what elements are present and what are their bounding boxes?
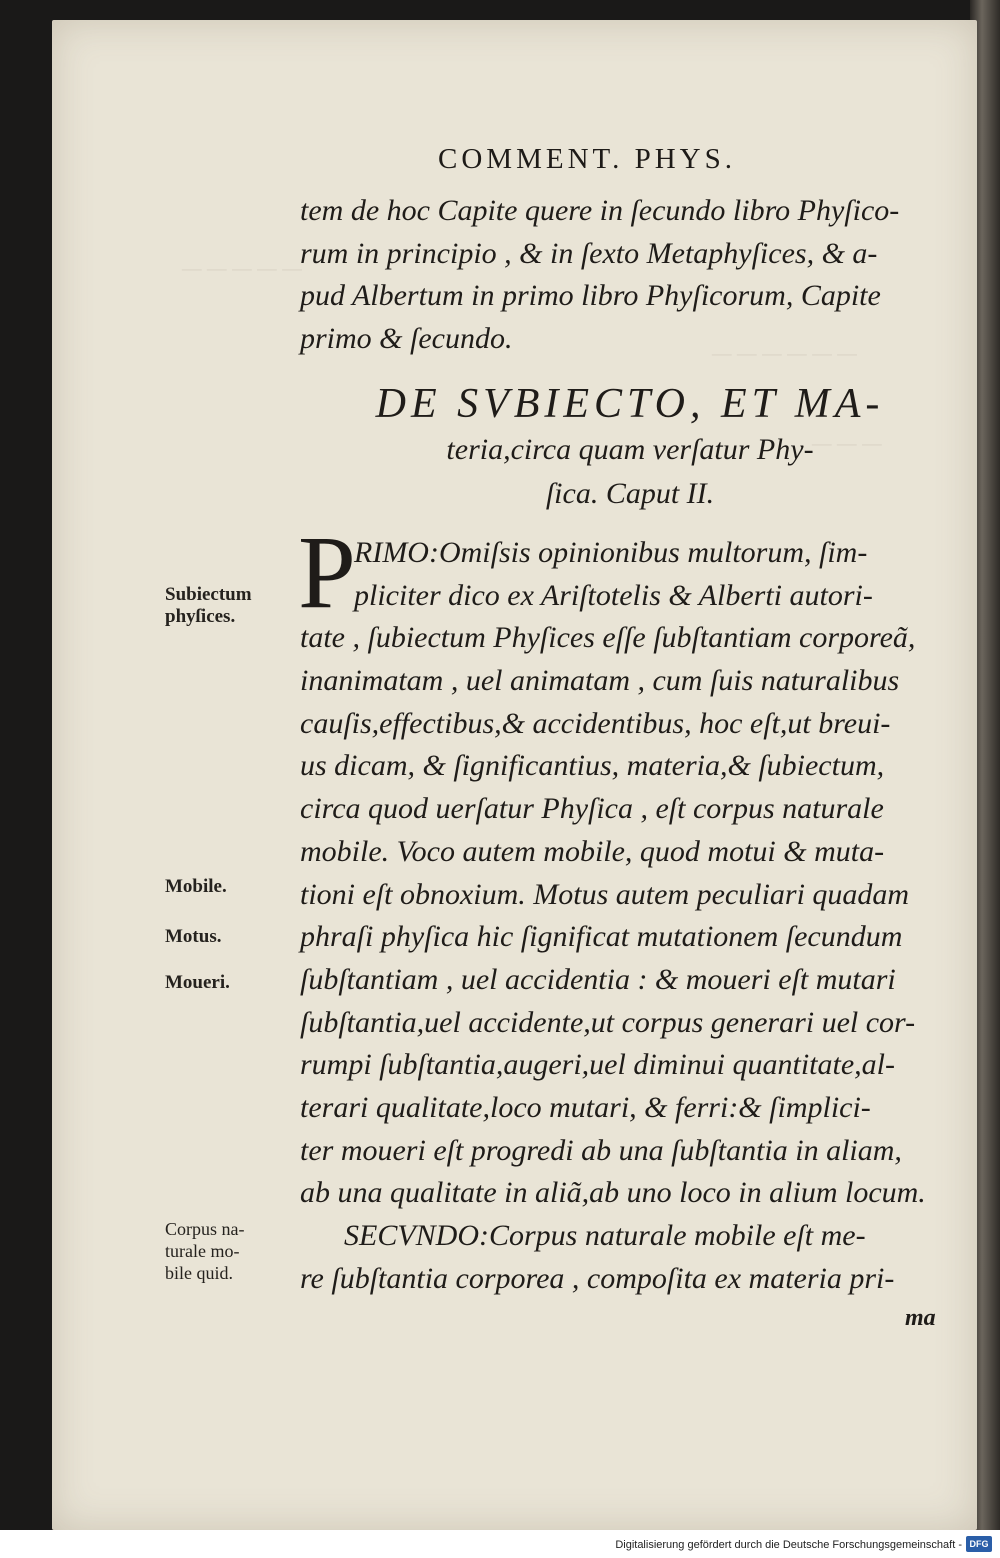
- text-line: circa quod uerſatur Phyſica , eſt corpus naturale: [300, 792, 884, 826]
- margin-note-line: Subiectum: [165, 584, 252, 605]
- chapter-title-line: DE SVBIECTO, ET MA-: [375, 381, 885, 427]
- text-line: rum in principio , & in ſexto Metaphyſices, & a-: [300, 236, 878, 270]
- text-line: phraſi phyſica hic ſignificat mutationem ſecundum: [300, 920, 903, 954]
- margin-note-corpus: [165, 1218, 245, 1284]
- text-line: ſubſtantia,uel accidente,ut corpus generari uel cor-: [300, 1005, 916, 1039]
- text-line: ſubſtantiam , uel accidentia : & moueri eſt mutari: [300, 962, 896, 996]
- margin-note-line: turale mo-: [165, 1241, 240, 1261]
- text-line: terari qualitate,loco mutari, & ferri:& ſimplici-: [300, 1090, 871, 1124]
- margin-note-line: phyſices.: [165, 606, 236, 627]
- running-header: COMMENT. PHYS.: [438, 143, 736, 175]
- text-line: us dicam, & ſignificantius, materia,& ſubiectum,: [300, 749, 885, 783]
- dfg-logo: DFG: [966, 1536, 992, 1552]
- drop-capital: P: [298, 515, 356, 630]
- text-line: re ſubſtantia corporea , compoſita ex materia pri-: [300, 1261, 895, 1295]
- footer-credit: Digitalisierung gefördert durch die Deutsche Forschungsgemeinschaft -: [615, 1539, 962, 1551]
- text-line: tate , ſubiectum Phyſices eſſe ſubſtantiam corporeã,: [300, 621, 916, 655]
- margin-note-line: bile quid.: [165, 1263, 233, 1283]
- text-line: tem de hoc Capite quere in ſecundo libro Phyſico-: [300, 194, 900, 227]
- text-line: rumpi ſubſtantia,augeri,uel diminui quantitate,al-: [300, 1048, 895, 1082]
- show-through-ink: — — —: [812, 430, 882, 455]
- margin-note-mobile: Mobile.: [165, 876, 227, 897]
- show-through-ink: — — — — — —: [712, 340, 857, 365]
- chapter-title: [300, 380, 960, 516]
- text-block-top: [300, 190, 960, 361]
- text-line: RIMO:Omiſsis opinionibus multorum, ſim-: [354, 536, 868, 569]
- text-line: mobile. Voco autem mobile, quod motui & muta-: [300, 834, 885, 868]
- text-line: pliciter dico ex Ariſtotelis & Alberti autori-: [354, 578, 873, 612]
- text-line: tioni eſt obnoxium. Motus autem peculiari quadam: [300, 877, 910, 911]
- text-line: SECVNDO:Corpus naturale mobile eſt me-: [344, 1219, 866, 1252]
- text-line: cauſis,effectibus,& accidentibus, hoc eſt,ut breui-: [300, 706, 891, 740]
- text-block-main: [300, 532, 960, 1300]
- chapter-title-line: teria,circa quam verſatur Phy-: [446, 433, 814, 466]
- chapter-title-line: ſica. Caput II.: [545, 477, 715, 510]
- margin-note-line: Corpus na-: [165, 1219, 245, 1239]
- catchword: ma: [905, 1305, 936, 1331]
- text-line: ab una qualitate in aliã,ab uno loco in alium locum.: [300, 1176, 926, 1210]
- text-line: ter moueri eſt progredi ab una ſubſtantia in aliam,: [300, 1133, 902, 1167]
- text-line: primo & ſecundo.: [300, 322, 513, 356]
- margin-note-motus: Motus.: [165, 926, 222, 947]
- text-line: pud Albertum in primo libro Phyſicorum, Capite: [300, 279, 881, 313]
- margin-note-subiectum: [165, 584, 252, 628]
- show-through-ink: — — — — —: [182, 255, 302, 280]
- margin-note-moueri: Moueri.: [165, 972, 230, 993]
- text-line: inanimatam , uel animatam , cum ſuis naturalibus: [300, 664, 900, 698]
